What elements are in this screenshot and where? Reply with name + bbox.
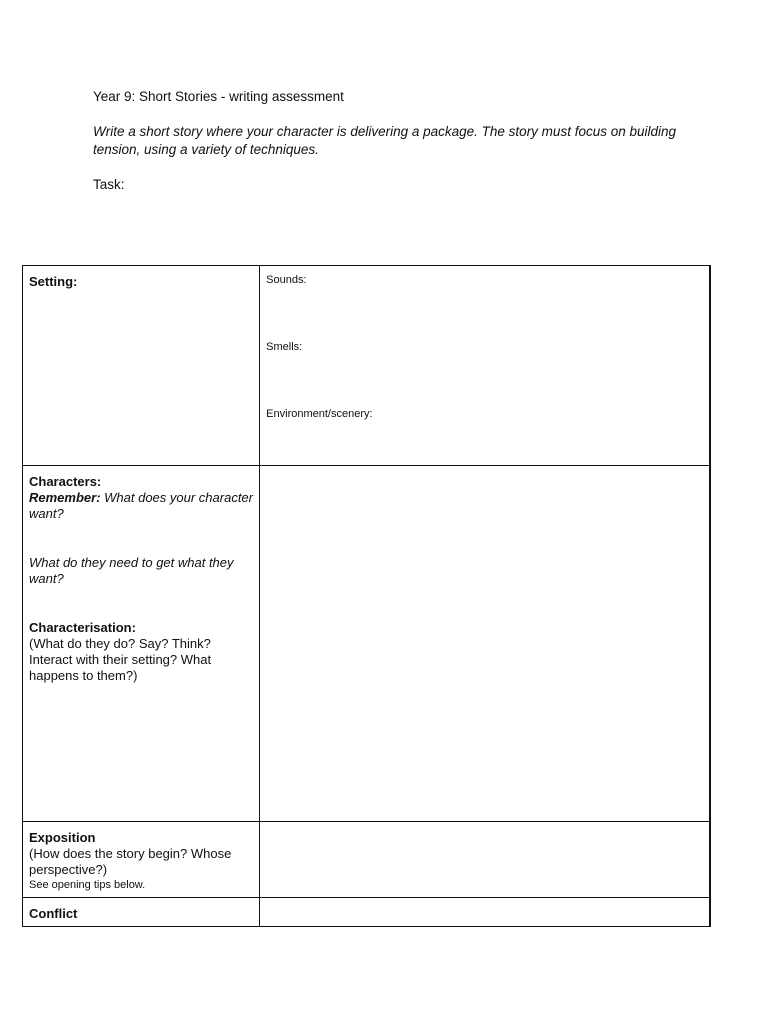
environment-label: Environment/scenery: <box>266 408 373 420</box>
setting-row <box>23 266 711 466</box>
smells-label: Smells: <box>266 341 303 353</box>
conflict-label-cell <box>23 898 260 927</box>
conflict-label: Conflict <box>29 906 78 921</box>
task-instructions: Write a short story where your character is delivering a package. The story must focus on building tension, using a variety of techniques. <box>93 124 677 157</box>
remember-question: What does your character want? <box>29 490 253 521</box>
remember-prompt <box>29 490 253 522</box>
characterisation-prompt: (What do they do? Say? Think? Interact with their setting? What happens to them?) <box>29 636 212 683</box>
sounds-label: Sounds: <box>266 274 307 286</box>
exposition-label: Exposition <box>29 830 96 845</box>
setting-label: Setting: <box>29 274 78 289</box>
remember-label: Remember: <box>29 490 101 505</box>
need-question: What do they need to get what they want? <box>29 555 234 586</box>
story-planning-table <box>22 265 711 927</box>
exposition-prompt: (How does the story begin? Whose perspective?) <box>29 846 232 877</box>
characters-notes-cell[interactable] <box>260 466 710 822</box>
characters-label: Characters: <box>29 474 102 489</box>
setting-label-cell <box>23 266 260 466</box>
characters-label-cell <box>23 466 260 822</box>
exposition-label-cell <box>23 822 260 898</box>
conflict-row <box>23 898 711 927</box>
page-title: Year 9: Short Stories - writing assessment <box>93 89 344 104</box>
setting-notes-cell[interactable] <box>260 266 710 466</box>
assessment-header <box>93 88 693 194</box>
conflict-notes-cell[interactable] <box>260 898 710 927</box>
exposition-row <box>23 822 711 898</box>
characterisation-label: Characterisation: <box>29 620 136 635</box>
exposition-note: See opening tips below. <box>29 879 146 891</box>
exposition-notes-cell[interactable] <box>260 822 710 898</box>
characters-row <box>23 466 711 822</box>
task-label: Task: <box>93 177 125 192</box>
